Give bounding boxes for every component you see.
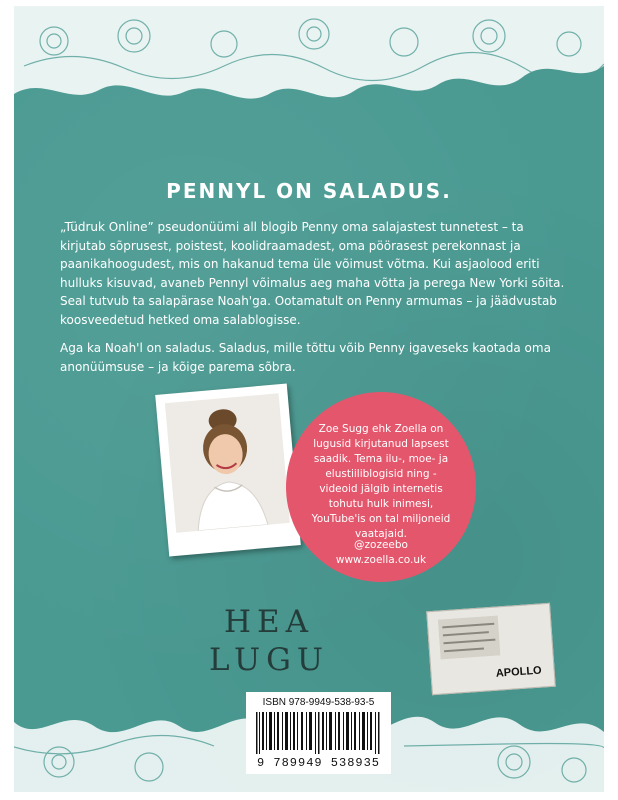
author-links [308, 538, 454, 568]
author-bio-circle [286, 392, 476, 582]
publisher-logo-line1: HEA [223, 604, 315, 640]
blurb-paragraph-2: Aga ka Noah'l on saladus. Saladus, mille tõttu võib Penny igaveseks kaotada oma anonüümsuse – ja kõige parema sõbra. [60, 341, 551, 374]
publisher-logo-line2: LUGU [209, 642, 329, 678]
author-website: www.zoella.co.uk [335, 554, 427, 566]
author-handle: @zozeebo [354, 539, 408, 551]
barcode-number: 9 789949 538935 [256, 756, 381, 770]
author-photo-image [165, 393, 290, 532]
book-back-cover [14, 6, 604, 792]
author-bio-text: Zoe Sugg ehk Zoella on lugusid kirjutanud lapsest saadik. Tema ilu-, moe- ja elustiiliblogisid ning -videoid jälgib internetis tohutu hulk inimesi, YouTube'is on tal miljoneid vaatajaid. [311, 423, 451, 540]
blurb-text [60, 218, 568, 386]
barcode-area [246, 692, 391, 774]
isbn-label: ISBN 978-9949-538-93-5 [262, 697, 375, 708]
author-photo [155, 384, 301, 557]
sticker-label: APOLLO [495, 664, 543, 680]
back-cover-heading: PENNYL ON SALADUS. [166, 179, 452, 203]
blurb-paragraph-1: „Tüdruk Online” pseudonüümi all blogib Penny oma salajastest tunnetest – ta kirjutab sõprusest, poistest, koolidraamadest, oma pöörasest perekonnast ja paanikahoogudest, mis on hakanud tema üle võimust võtma. Kui asjaolood eriti hulluks kisuvad, avaneb Pennyl võimalus aeg maha võtta ja perega New Yorki sõita. Seal tutvub ta salapärase Noah'ga. Ootamatult on Penny armumas – ja jäädvustab koosveedetud hetked oma salablogisse. [60, 220, 565, 327]
lace-border-top [14, 6, 604, 116]
barcode-bars [256, 712, 381, 754]
